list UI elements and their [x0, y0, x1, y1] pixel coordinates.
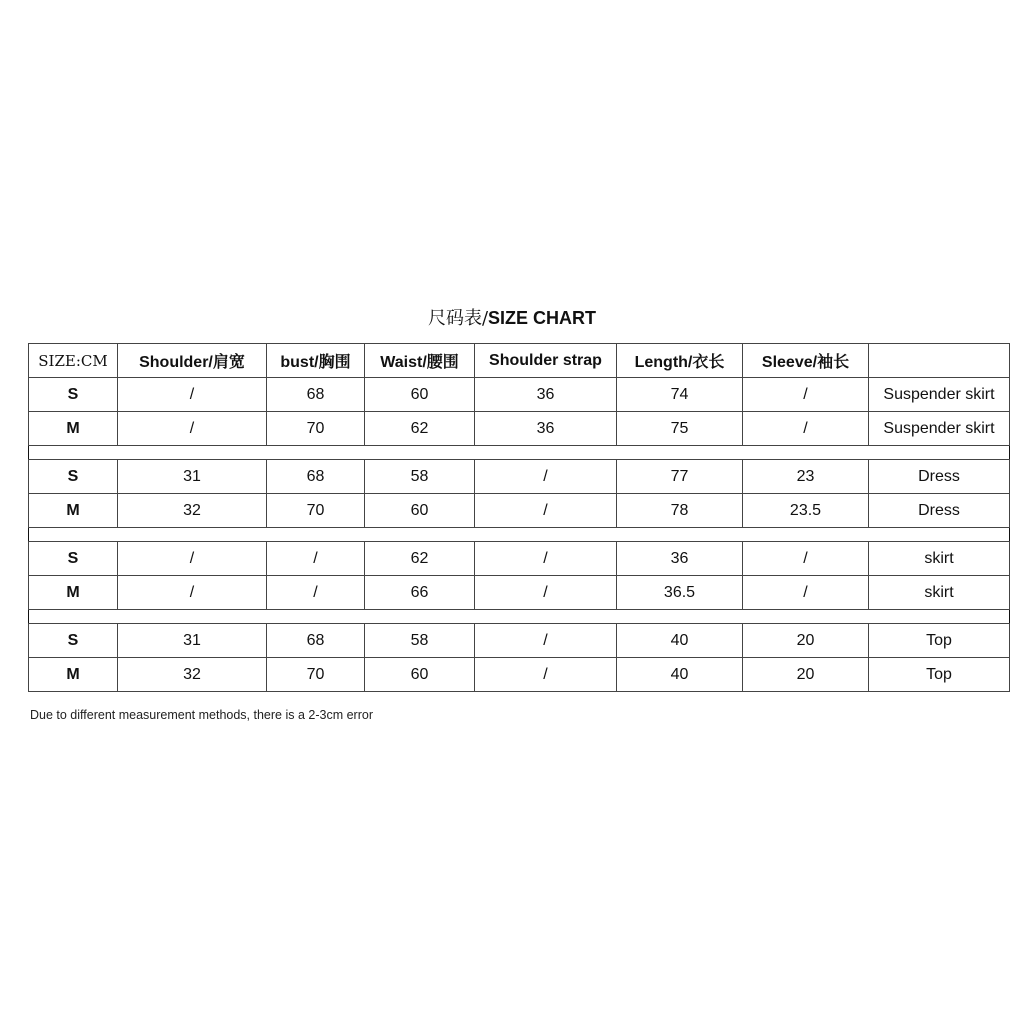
- waist-cell: 58: [365, 624, 475, 658]
- waist-cell: 60: [365, 658, 475, 692]
- type-cell: Dress: [869, 494, 1010, 528]
- type-cell: Dress: [869, 460, 1010, 494]
- size-cell: S: [29, 542, 118, 576]
- bust-cell: 68: [267, 624, 365, 658]
- length-cell: 75: [617, 412, 743, 446]
- sleeve-cell: /: [743, 412, 869, 446]
- strap-cell: /: [475, 658, 617, 692]
- shoulder-cell: 32: [118, 494, 267, 528]
- strap-cell: /: [475, 494, 617, 528]
- waist-cell: 62: [365, 542, 475, 576]
- table-row: [29, 542, 1010, 576]
- measurement-note: Due to different measurement methods, there is a 2-3cm error: [30, 708, 373, 722]
- shoulder-cell: 32: [118, 658, 267, 692]
- header-shoulder-strap: Shoulder strap: [475, 344, 617, 378]
- sleeve-cell: /: [743, 542, 869, 576]
- sleeve-cell: 23: [743, 460, 869, 494]
- strap-cell: /: [475, 576, 617, 610]
- length-cell: 36: [617, 542, 743, 576]
- spacer-cell: [29, 446, 1010, 460]
- sleeve-cell: /: [743, 576, 869, 610]
- size-cell: S: [29, 460, 118, 494]
- size-cell: M: [29, 658, 118, 692]
- shoulder-cell: /: [118, 412, 267, 446]
- size-cell: S: [29, 624, 118, 658]
- strap-cell: /: [475, 624, 617, 658]
- spacer-cell: [29, 610, 1010, 624]
- waist-cell: 58: [365, 460, 475, 494]
- group-spacer: [29, 610, 1010, 624]
- length-cell: 36.5: [617, 576, 743, 610]
- waist-cell: 66: [365, 576, 475, 610]
- bust-cell: 68: [267, 378, 365, 412]
- waist-cell: 60: [365, 494, 475, 528]
- sleeve-cell: 23.5: [743, 494, 869, 528]
- type-cell: Top: [869, 658, 1010, 692]
- sleeve-cell: 20: [743, 624, 869, 658]
- shoulder-cell: 31: [118, 460, 267, 494]
- table-row: [29, 460, 1010, 494]
- size-cell: M: [29, 576, 118, 610]
- header-type: [869, 344, 1010, 378]
- bust-cell: 70: [267, 494, 365, 528]
- shoulder-cell: /: [118, 576, 267, 610]
- sleeve-cell: 20: [743, 658, 869, 692]
- table-row: [29, 576, 1010, 610]
- type-cell: skirt: [869, 542, 1010, 576]
- header-sleeve: Sleeve/袖长: [743, 344, 869, 378]
- size-chart-table: [28, 343, 1010, 692]
- waist-cell: 62: [365, 412, 475, 446]
- header-length: Length/衣长: [617, 344, 743, 378]
- bust-cell: 68: [267, 460, 365, 494]
- size-cell: S: [29, 378, 118, 412]
- table-row: [29, 412, 1010, 446]
- length-cell: 74: [617, 378, 743, 412]
- bust-cell: 70: [267, 658, 365, 692]
- type-cell: Suspender skirt: [869, 378, 1010, 412]
- header-size: SIZE:CM: [29, 344, 118, 378]
- strap-cell: 36: [475, 412, 617, 446]
- header-bust: bust/胸围: [267, 344, 365, 378]
- size-cell: M: [29, 412, 118, 446]
- group-spacer: [29, 528, 1010, 542]
- shoulder-cell: /: [118, 542, 267, 576]
- type-cell: skirt: [869, 576, 1010, 610]
- chart-title-cn: 尺码表/: [427, 308, 489, 329]
- type-cell: Suspender skirt: [869, 412, 1010, 446]
- length-cell: 40: [617, 658, 743, 692]
- bust-cell: /: [267, 576, 365, 610]
- spacer-cell: [29, 528, 1010, 542]
- table-row: [29, 494, 1010, 528]
- length-cell: 78: [617, 494, 743, 528]
- chart-title-en: SIZE CHART: [488, 308, 597, 328]
- group-spacer: [29, 446, 1010, 460]
- bust-cell: /: [267, 542, 365, 576]
- waist-cell: 60: [365, 378, 475, 412]
- table-row: [29, 624, 1010, 658]
- header-shoulder: Shoulder/肩宽: [118, 344, 267, 378]
- table-row: [29, 378, 1010, 412]
- table-row: [29, 658, 1010, 692]
- strap-cell: /: [475, 542, 617, 576]
- strap-cell: 36: [475, 378, 617, 412]
- length-cell: 40: [617, 624, 743, 658]
- header-row: [29, 344, 1010, 378]
- shoulder-cell: 31: [118, 624, 267, 658]
- size-cell: M: [29, 494, 118, 528]
- header-waist: Waist/腰围: [365, 344, 475, 378]
- strap-cell: /: [475, 460, 617, 494]
- shoulder-cell: /: [118, 378, 267, 412]
- chart-title: [0, 305, 1024, 331]
- length-cell: 77: [617, 460, 743, 494]
- bust-cell: 70: [267, 412, 365, 446]
- type-cell: Top: [869, 624, 1010, 658]
- sleeve-cell: /: [743, 378, 869, 412]
